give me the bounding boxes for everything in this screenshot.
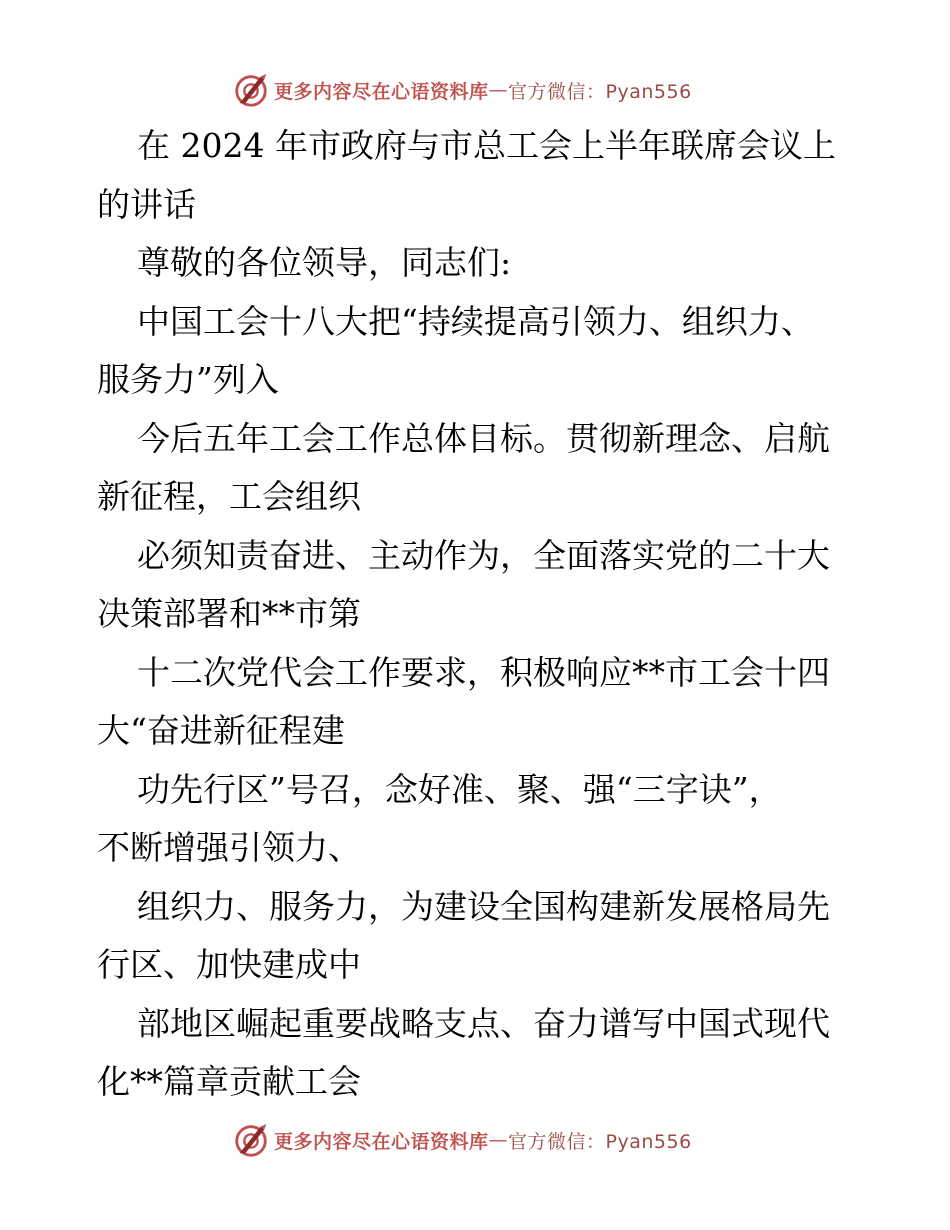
footer-banner: [232, 1120, 712, 1160]
text-line: 决策部署和**市第: [97, 594, 361, 633]
quill-logo-icon: [232, 1121, 270, 1159]
text-line: 部地区崛起重要战略支点、奋力谱写中国式现代: [137, 1003, 830, 1043]
text-line: 必须知责奋进、主动作为，全面落实党的二十大: [137, 535, 830, 575]
text-line: 行区、加快建成中: [97, 945, 361, 984]
text-line: 尊敬的各位领导，同志们:: [137, 243, 512, 282]
text-line: 在 2024 年市政府与市总工会上半年联席会议上: [137, 126, 836, 165]
banner-wechat-text: 官方微信：Pyan556: [508, 1130, 692, 1153]
text-line: 不断增强引领力、: [97, 828, 361, 867]
text-line: 今后五年工会工作总体目标。贯彻新理念、启航: [137, 418, 830, 458]
quill-logo-icon: [232, 71, 270, 109]
text-line: 的讲话: [97, 184, 196, 224]
text-line: 十二次党代会工作要求，积极响应**市工会十四: [137, 652, 830, 692]
document-body: [97, 117, 857, 1112]
banner-separator: —: [488, 1129, 509, 1151]
banner-main-text: 更多内容尽在心语资料库: [274, 1130, 489, 1153]
banner-wechat-text: 官方微信：Pyan556: [508, 80, 692, 103]
text-line: 服务力”列入: [97, 360, 279, 399]
banner-separator: —: [488, 79, 509, 101]
text-line: 化**篇章贡献工会: [97, 1062, 361, 1101]
text-line: 大“奋进新征程建: [97, 711, 345, 750]
text-line: 组织力、服务力，为建设全国构建新发展格局先: [137, 886, 830, 926]
text-line: 中国工会十八大把“持续提高引领力、组织力、: [137, 301, 814, 341]
banner-main-text: 更多内容尽在心语资料库: [274, 80, 489, 103]
header-banner: [232, 70, 712, 110]
text-line: 功先行区”号召，念好准、聚、强“三字诀”，: [137, 769, 782, 809]
text-line: 新征程，工会组织: [97, 477, 361, 516]
